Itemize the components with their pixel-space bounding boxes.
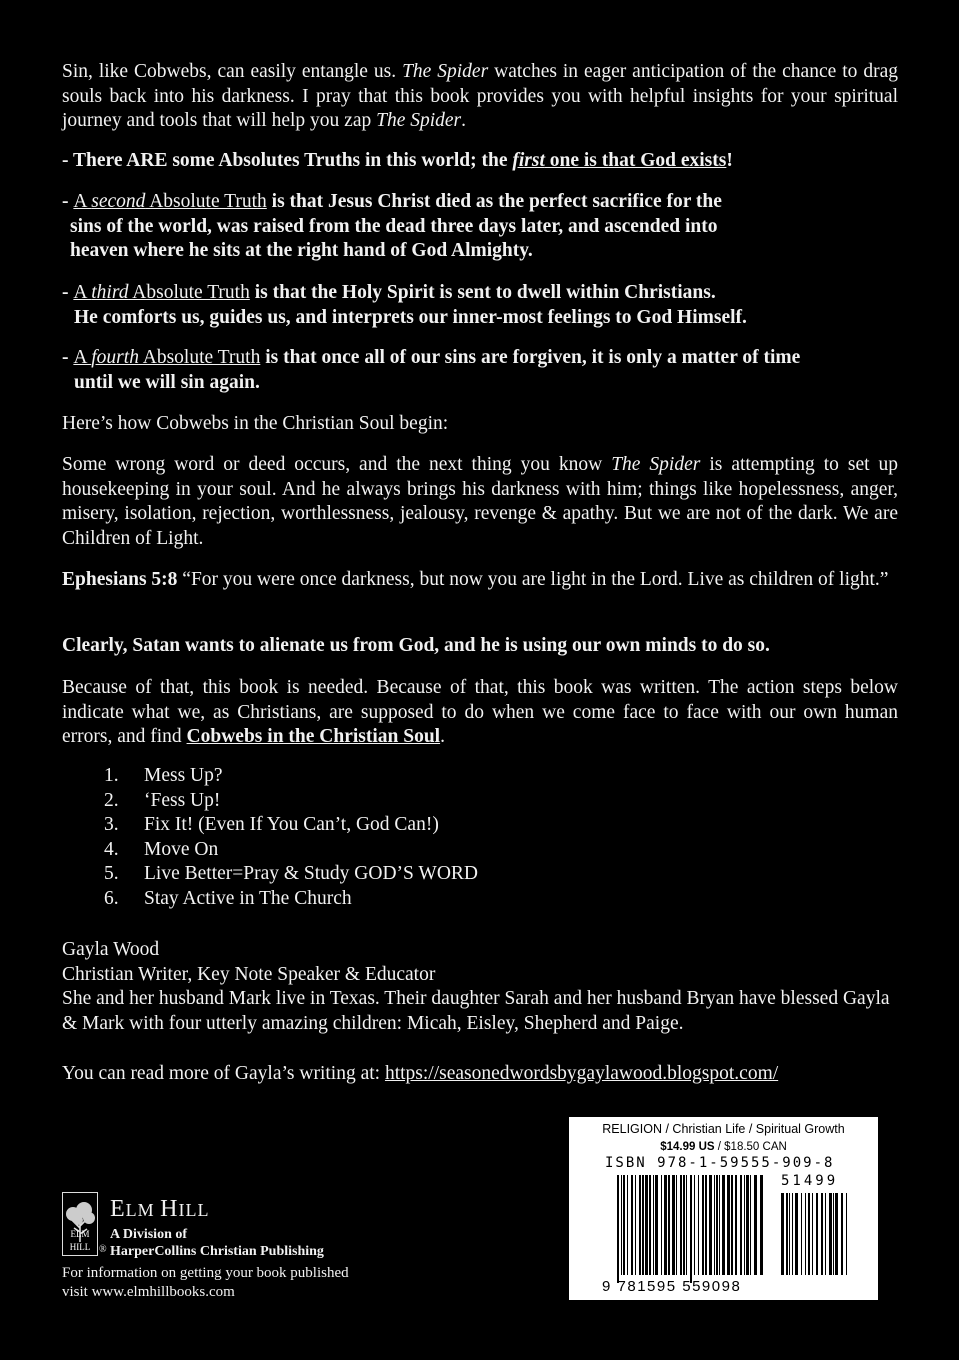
book-title: Cobwebs in the Christian Soul	[186, 726, 441, 747]
barcode-bar	[631, 1175, 633, 1275]
barcode-bar	[698, 1175, 699, 1275]
intro-text-b: watches in eager anticipation of the chance to drag souls back into his darkness. I pray that this book provides you with helpful insights for your spiritual journey and tools that will help you zap	[62, 61, 898, 131]
truth-2-line-2: sins of the world, was raised from the dead three days later, and ascended into	[70, 215, 718, 237]
truth-3-line-2: He comforts us, guides us, and interprets our inner-most feelings to God Himself.	[74, 306, 747, 328]
list-item	[62, 887, 478, 912]
barcode-bar	[744, 1175, 745, 1275]
intro-text-a: Sin, like Cobwebs, can easily entangle us.	[62, 61, 403, 82]
ephesians-quote	[62, 568, 898, 593]
step-number: 5.	[104, 863, 119, 885]
barcode-bar	[746, 1175, 749, 1275]
publisher-division	[110, 1226, 324, 1260]
step-text: Mess Up?	[144, 765, 223, 786]
barcode-bar	[683, 1175, 685, 1275]
barcode-digits: 9 781595 559098	[602, 1278, 742, 1295]
truth-4	[62, 346, 898, 395]
brand-initial-1: E	[110, 1196, 126, 1222]
barcode-bar	[786, 1193, 788, 1275]
barcode-bar	[661, 1175, 662, 1275]
author-bio: She and her husband Mark live in Texas. Their daughter Sarah and her husband Bryan have blessed Gayla & Mark with four utterly amazing children: Micah, Eisley, Shepherd and Paige.	[62, 988, 890, 1034]
barcode-bar	[808, 1193, 810, 1275]
barcode-bar	[727, 1175, 730, 1275]
publisher-brand	[110, 1196, 210, 1223]
truth-3-ordinal: third	[91, 282, 129, 303]
step-text: Fix It! (Even If You Can’t, God Can!)	[144, 814, 439, 836]
price-us: $14.99 US	[660, 1141, 715, 1153]
barcode-bar	[846, 1193, 847, 1275]
barcode-bar	[716, 1175, 718, 1275]
read-more-text: You can read more of Gayla’s writing at:	[62, 1063, 385, 1084]
step-text: Move On	[144, 838, 219, 860]
list-item	[62, 764, 478, 789]
barcode-bar	[623, 1175, 625, 1275]
barcode-bar	[694, 1175, 695, 1275]
barcode-bars	[569, 1117, 878, 1300]
barcode-box	[569, 1117, 878, 1300]
list-item	[62, 789, 478, 814]
barcode-bar	[750, 1175, 751, 1275]
author-block	[62, 938, 898, 1036]
barcode-bar	[702, 1175, 704, 1275]
logo-hill: HILL	[69, 1242, 91, 1252]
because-paragraph	[62, 676, 898, 750]
addon-code: 51499	[781, 1173, 839, 1189]
barcode-bar	[812, 1193, 813, 1275]
barcode-bar	[705, 1175, 707, 1275]
barcode-bar	[714, 1175, 715, 1275]
intro-spider-2: The Spider	[376, 110, 462, 131]
division-label: A Division of	[110, 1227, 188, 1242]
list-item	[62, 813, 478, 838]
truth-3-dash: -	[62, 282, 74, 303]
truth-3-absolute-truth: Absolute Truth	[128, 282, 250, 303]
brand-rest-1: LM	[125, 1200, 161, 1220]
step-text: ‘Fess Up!	[144, 789, 221, 811]
barcode-bar	[801, 1193, 802, 1275]
barcode-bar	[621, 1175, 622, 1275]
truth-1-first: first	[512, 150, 545, 171]
barcode-bar	[760, 1175, 763, 1275]
barcode-bar	[645, 1175, 648, 1275]
truth-1-mid: one is that God exists	[544, 150, 727, 171]
truth-2-ordinal: second	[91, 191, 146, 212]
barcode-bar	[825, 1193, 826, 1275]
price-can: / $18.50 CAN	[714, 1141, 787, 1153]
truth-1	[62, 149, 898, 174]
truth-4-line-1: is that once all of our sins are forgiven, it is only a matter of time	[260, 347, 801, 368]
truth-2-dash: -	[62, 191, 74, 212]
truth-1-end: !	[726, 150, 733, 171]
step-number: 3.	[104, 814, 119, 836]
list-item	[62, 838, 478, 863]
publishing-info	[62, 1264, 349, 1302]
truth-3	[62, 281, 898, 330]
list-item	[62, 862, 478, 887]
truth-4-line-2: until we will sin again.	[74, 371, 260, 393]
truth-1-pre: - There ARE some Absolutes Truths in this world; the	[62, 150, 513, 171]
barcode-bar	[690, 1175, 692, 1283]
barcode-bar	[642, 1175, 644, 1275]
author-name: Gayla Wood	[62, 939, 160, 960]
barcode-bar	[709, 1175, 712, 1275]
barcode-bar	[781, 1193, 784, 1275]
barcode-bar	[635, 1175, 636, 1275]
wrong-deed-a: Some wrong word or deed occurs, and the next thing you know	[62, 454, 612, 475]
cobwebs-begin: Here’s how Cobwebs in the Christian Soul begin:	[62, 413, 449, 434]
blog-link[interactable]: https://seasonedwordsbygaylawood.blogspot.com/	[384, 1063, 779, 1084]
barcode-bar	[833, 1193, 834, 1275]
barcode-bar	[805, 1193, 806, 1275]
truth-4-dash: -	[62, 347, 74, 368]
barcode-bar	[816, 1193, 818, 1275]
barcode-bar	[841, 1193, 843, 1275]
truth-4-absolute-truth: Absolute Truth	[138, 347, 261, 368]
barcode-bar	[686, 1175, 687, 1275]
read-more	[62, 1062, 898, 1087]
tree-icon	[62, 1192, 98, 1256]
truth-4-ordinal: fourth	[91, 347, 139, 368]
barcode-bar	[792, 1193, 793, 1275]
publishing-info-1: For information on getting your book published	[62, 1265, 349, 1281]
truth-2-line-1: is that Jesus Christ died as the perfect sacrifice for the	[266, 191, 722, 212]
publishing-info-2: visit www.elmhillbooks.com	[62, 1284, 235, 1300]
barcode-bar	[789, 1193, 790, 1275]
satan-statement: Clearly, Satan wants to alienate us from God, and he is using our own minds to do so.	[62, 635, 770, 656]
step-number: 1.	[104, 765, 119, 786]
barcode-bar	[655, 1175, 658, 1275]
truth-2	[62, 190, 898, 264]
barcode-bar	[649, 1175, 651, 1275]
wrong-deed-b: is attempting to set up housekeeping in your soul. And he always brings his darkness with him; things like hopelessness, anger, misery, isolation, rejection, worthlessness, jealousy, revenge & apathy. But we are not of the dark. We are Children of Light.	[62, 454, 899, 549]
author-title: Christian Writer, Key Note Speaker & Educator	[62, 963, 436, 985]
barcode-bar	[754, 1175, 757, 1275]
barcode-bar	[672, 1175, 675, 1275]
truth-3-line-1: is that the Holy Spirit is sent to dwell within Christians.	[249, 282, 716, 303]
brand-initial-2: H	[160, 1196, 179, 1222]
action-steps-list	[62, 764, 478, 912]
ephesians-text: “For you were once darkness, but now you are light in the Lord. Live as children of light.”	[177, 569, 889, 590]
step-number: 6.	[104, 887, 119, 909]
step-text: Stay Active in The Church	[144, 887, 352, 909]
barcode-bar	[668, 1175, 670, 1275]
intro-spider: The Spider	[402, 61, 489, 82]
truth-3-a: A	[73, 282, 92, 303]
barcode-bar	[639, 1175, 641, 1275]
barcode-bar	[735, 1175, 737, 1275]
barcode-bar	[821, 1193, 823, 1275]
barcode-bar	[722, 1175, 725, 1275]
barcode-bar	[731, 1175, 733, 1275]
barcode-bar	[676, 1175, 677, 1275]
barcode-category: RELIGION / Christian Life / Spiritual Growth	[602, 1122, 845, 1136]
step-number: 2.	[104, 789, 119, 811]
barcode-bar	[829, 1193, 832, 1275]
barcode-bar	[795, 1193, 798, 1275]
because-a: Because of that, this book is needed. Because of that, this book was written. The action steps below indicate what we, as Christians, are supposed to do when we come face to face with our own human errors, and find	[62, 677, 898, 747]
truth-2-absolute-truth: Absolute Truth	[145, 191, 267, 212]
step-text: Live Better=Pray & Study GOD’S WORD	[144, 863, 478, 885]
isbn-text: ISBN 978-1-59555-909-8	[605, 1155, 835, 1171]
brand-rest-2: ILL	[178, 1200, 210, 1220]
barcode-bar	[664, 1175, 667, 1275]
logo-elm: ELM	[70, 1229, 90, 1239]
wrong-deed-paragraph	[62, 453, 898, 551]
wrong-deed-spider: The Spider	[611, 454, 701, 475]
barcode-bar	[835, 1193, 838, 1275]
intro-paragraph	[62, 60, 898, 134]
intro-text-c: .	[461, 110, 467, 131]
step-number: 4.	[104, 838, 119, 860]
truth-2-a: A	[73, 191, 92, 212]
because-b: .	[440, 726, 445, 747]
parent-publisher: HarperCollins Christian Publishing	[110, 1244, 324, 1259]
barcode-bar	[680, 1175, 682, 1275]
barcode-bar	[740, 1175, 742, 1275]
registered-mark: ®	[99, 1244, 107, 1255]
ephesians-ref: Ephesians 5:8	[62, 569, 178, 590]
barcode-bar	[617, 1175, 619, 1283]
truth-2-line-3: heaven where he sits at the right hand of God Almighty.	[70, 240, 533, 261]
barcode-bar	[627, 1175, 628, 1275]
barcode-bar	[719, 1175, 720, 1275]
truth-4-a: A	[73, 347, 92, 368]
barcode-bar	[653, 1175, 654, 1275]
